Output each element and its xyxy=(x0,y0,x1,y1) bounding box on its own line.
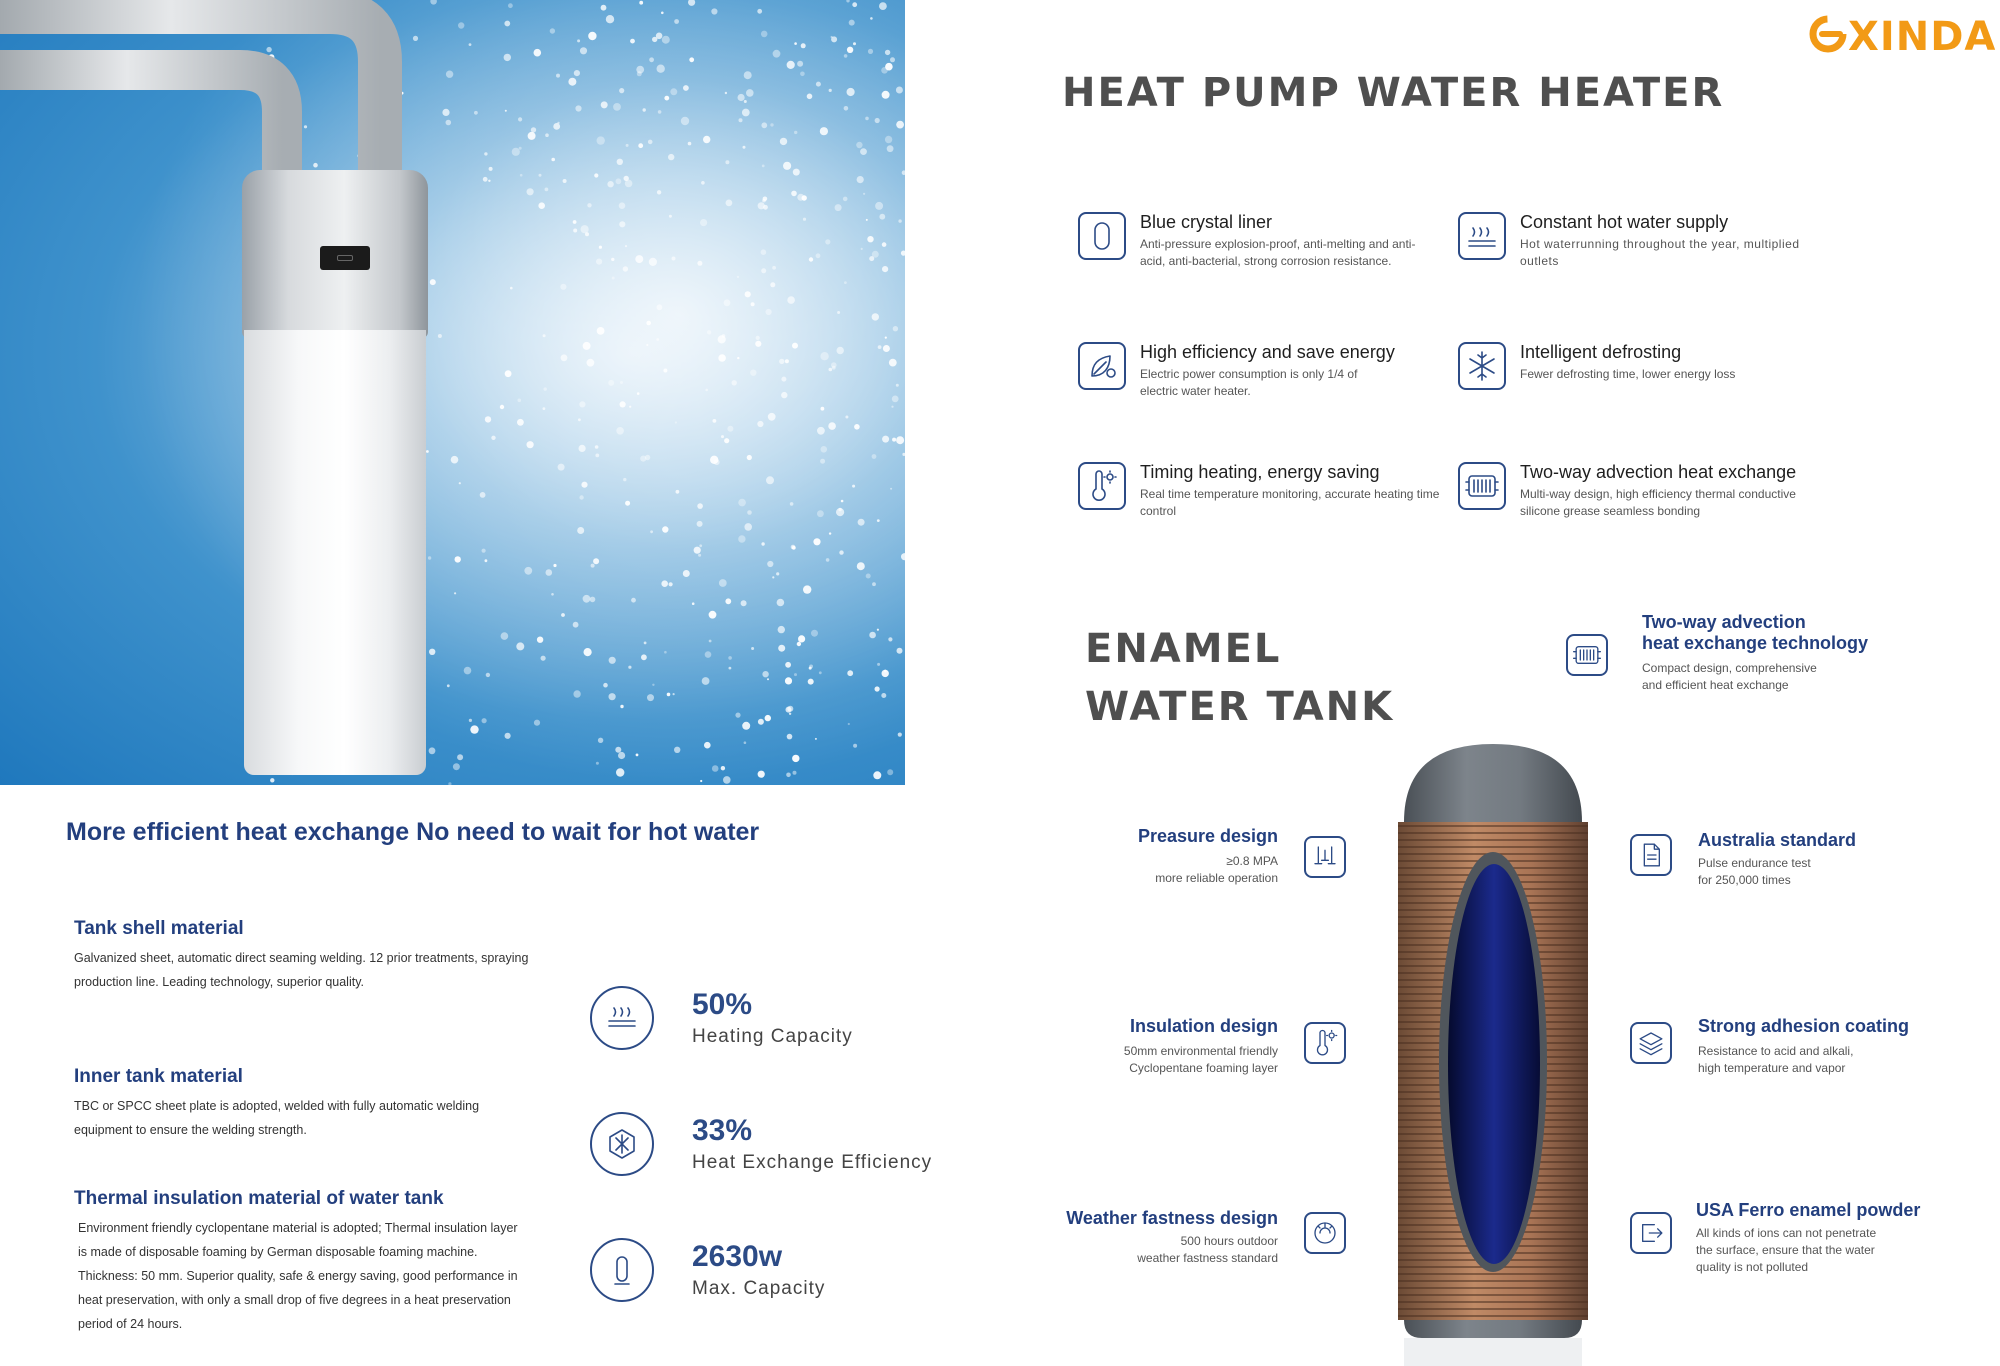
pressure-icon xyxy=(1304,836,1346,878)
hot-water-icon xyxy=(1458,212,1506,260)
heat-pump-unit-image xyxy=(242,170,428,775)
logo-text: XINDA xyxy=(1848,14,1997,60)
heating-icon xyxy=(590,986,654,1050)
tank-section-title xyxy=(1085,620,1394,736)
document-icon xyxy=(1630,834,1672,876)
feature-title: High efficiency and save energy xyxy=(1140,342,1395,362)
callout-title: Strong adhesion coating xyxy=(1698,1016,1910,1036)
callout-desc: for 250,000 times xyxy=(1698,873,1791,887)
enamel-tank-image xyxy=(1398,742,1588,1366)
callout-title: Preasure design xyxy=(1137,826,1278,846)
tank-callout-left xyxy=(1066,1208,1278,1267)
heat-exchanger-icon xyxy=(1458,462,1506,510)
callout-desc: weather fastness standard xyxy=(1137,1251,1278,1265)
feature-desc: Electric power consumption is only 1/4 of electric water heater. xyxy=(1140,367,1358,398)
thermometer-icon xyxy=(1304,1022,1346,1064)
stat-label: Heat Exchange Efficiency xyxy=(692,1152,933,1173)
tank-callout-right xyxy=(1698,1016,1909,1077)
callout-desc: quality is not polluted xyxy=(1696,1260,1809,1274)
feature-title: Timing heating, energy saving xyxy=(1140,462,1380,482)
tank-callout-right xyxy=(1696,1200,1920,1276)
tank-callout-top xyxy=(1642,612,1868,694)
export-icon xyxy=(1630,1212,1672,1254)
leaf-icon xyxy=(1078,342,1126,390)
material-title: Inner tank material xyxy=(74,1066,243,1087)
callout-title: Insulation design xyxy=(1129,1016,1278,1036)
feature-desc: Hot waterrunning throughout the year, multiplied outlets xyxy=(1520,237,1800,268)
material-block xyxy=(74,1066,544,1142)
feature-desc: Anti-pressure explosion-proof, anti-melting and anti-acid, anti-bacterial, strong corrosion resistance. xyxy=(1140,237,1416,268)
tank-callout-left xyxy=(1124,1016,1278,1077)
stat-item xyxy=(590,1238,970,1308)
callout-title: Two-way advection xyxy=(1642,612,1806,632)
tank-title-line: WATER TANK xyxy=(1085,684,1395,730)
feature-desc: Fewer defrosting time, lower energy loss xyxy=(1520,367,1736,381)
callout-desc: 50mm environmental friendly xyxy=(1123,1044,1278,1058)
callout-title: USA Ferro enamel powder xyxy=(1696,1200,1921,1220)
material-desc: Environment friendly cyclopentane material is adopted; Thermal insulation layer is made of disposable foaming by German disposable foaming machine. Thickness: 50 mm. Superior quality, safe & energy saving, good performance in heat preservation, with only a small drop of five degrees in a heat preservation period of 24 hours. xyxy=(78,1221,518,1331)
callout-desc: Compact design, comprehensive xyxy=(1642,661,1817,675)
liner-icon xyxy=(1078,212,1126,260)
tank-title-line: ENAMEL xyxy=(1085,626,1282,672)
weather-icon xyxy=(1304,1212,1346,1254)
callout-title: heat exchange technology xyxy=(1642,633,1869,653)
stat-value: 2630w xyxy=(692,1240,783,1273)
tagline: More efficient heat exchange No need to wait for hot water xyxy=(66,818,760,846)
callout-title: Australia standard xyxy=(1698,830,1857,850)
material-title: Tank shell material xyxy=(74,918,244,939)
snowflake-icon xyxy=(1458,342,1506,390)
callout-desc: Pulse endurance test xyxy=(1698,856,1811,870)
tank-icon xyxy=(590,1238,654,1302)
callout-desc: 500 hours outdoor xyxy=(1180,1234,1278,1248)
stat-item xyxy=(590,986,970,1056)
stat-value: 33% xyxy=(692,1114,753,1147)
feature-desc: Real time temperature monitoring, accurate heating time control xyxy=(1140,487,1440,518)
exchange-icon xyxy=(590,1112,654,1176)
logo-mark-icon xyxy=(1808,12,1852,56)
stat-value: 50% xyxy=(692,988,753,1021)
stat-label: Max. Capacity xyxy=(692,1278,826,1299)
stat-label: Heating Capacity xyxy=(692,1026,853,1047)
callout-desc: Resistance to acid and alkali, xyxy=(1698,1044,1854,1058)
tank-callout-left xyxy=(1138,826,1278,887)
material-desc: TBC or SPCC sheet plate is adopted, welded with fully automatic welding equipment to ensure the welding strength. xyxy=(74,1099,480,1137)
feature-title: Constant hot water supply xyxy=(1520,212,1729,232)
feature-desc: Multi-way design, high efficiency thermal conductive silicone grease seamless bonding xyxy=(1520,487,1796,518)
callout-desc: the surface, ensure that the water xyxy=(1696,1243,1875,1257)
water-spray-image xyxy=(0,0,905,785)
stat-item xyxy=(590,1112,970,1182)
layers-icon xyxy=(1630,1022,1672,1064)
material-block xyxy=(74,1188,544,1336)
callout-desc: high temperature and vapor xyxy=(1698,1061,1846,1075)
tank-callout-right xyxy=(1698,830,1856,889)
page-title: HEAT PUMP WATER HEATER xyxy=(1062,70,1725,116)
callout-desc: Cyclopentane foaming layer xyxy=(1129,1061,1278,1075)
callout-desc: more reliable operation xyxy=(1155,871,1278,885)
feature-title: Intelligent defrosting xyxy=(1520,342,1682,362)
feature-title: Two-way advection heat exchange xyxy=(1520,462,1797,482)
unit-display-panel xyxy=(320,246,370,270)
material-title: Thermal insulation material of water tank xyxy=(74,1188,444,1209)
material-desc: Galvanized sheet, automatic direct seaming welding. 12 prior treatments, spraying production line. Leading technology, superior quality. xyxy=(74,951,529,989)
hero-product-photo xyxy=(0,0,905,785)
callout-desc: ≥0.8 MPA xyxy=(1226,854,1278,868)
feature-title: Blue crystal liner xyxy=(1140,212,1273,232)
heat-exchanger-icon xyxy=(1566,634,1608,676)
callout-desc: All kinds of ions can not penetrate xyxy=(1696,1226,1877,1240)
brand-logo xyxy=(1808,8,1997,60)
callout-desc: and efficient heat exchange xyxy=(1642,678,1789,692)
thermometer-icon xyxy=(1078,462,1126,510)
callout-title: Weather fastness design xyxy=(1066,1208,1278,1228)
material-block xyxy=(74,918,544,994)
